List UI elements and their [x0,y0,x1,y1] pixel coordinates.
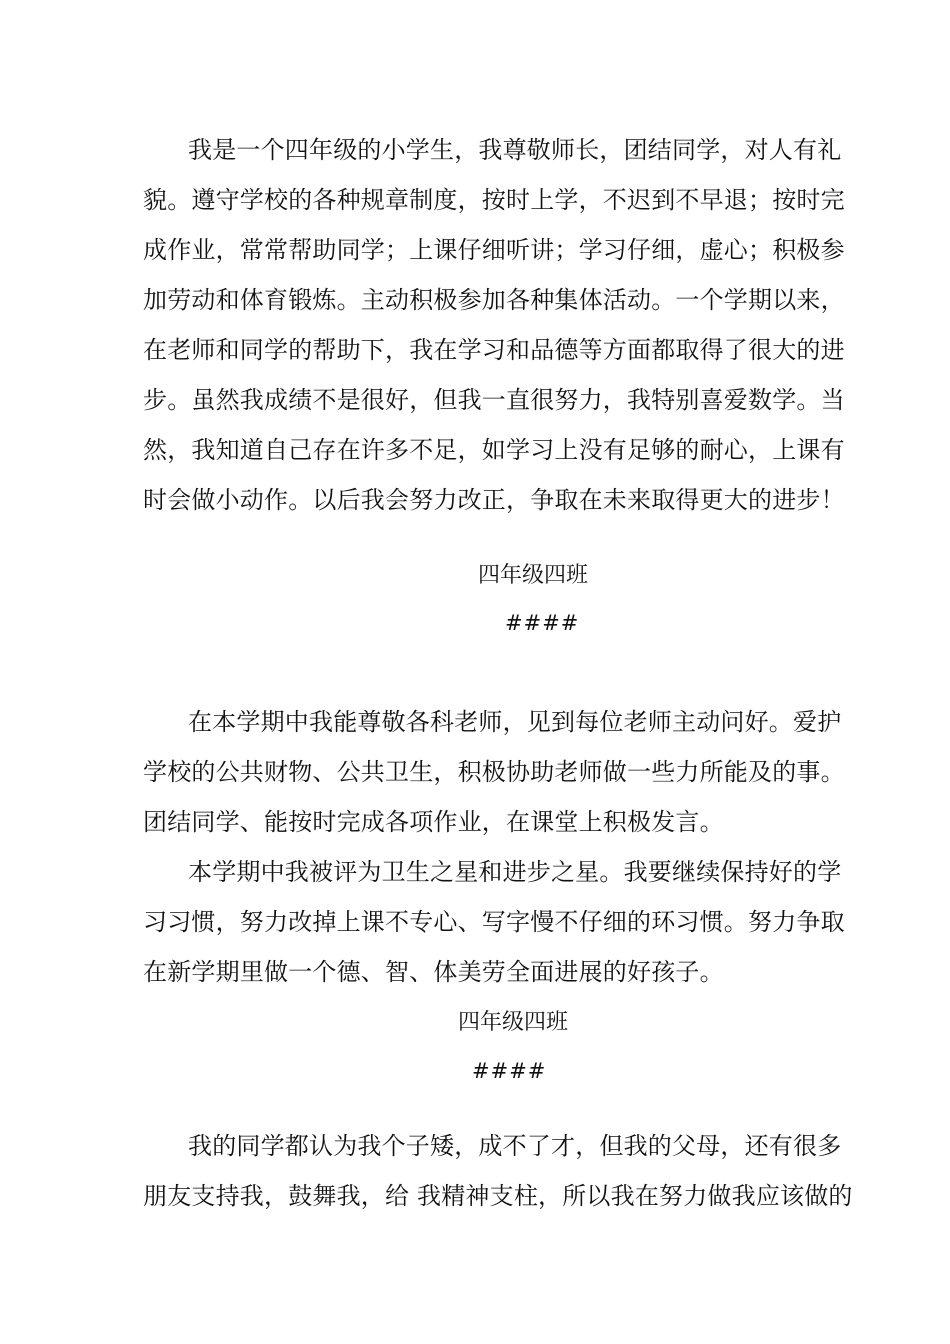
essay-1-line: 在老师和同学的帮助下，我在学习和品德等方面都取得了很大的进 [143,336,845,364]
essay-1-line: 步。虽然我成绩不是很好，但我一直很努力，我特别喜爱数学。当 [143,386,845,414]
essay-1-line: 时会做小动作。以后我会努力改正，争取在未来取得更大的进步！ [143,486,845,514]
essay-1-line: 成作业，常常帮助同学；上课仔细听讲；学习仔细，虚心；积极参 [143,236,845,264]
essay-1-line: 貌。遵守学校的各种规章制度，按时上学，不迟到不早退；按时完 [143,186,845,214]
essay-2-line: 团结同学、能按时完成各项作业，在课堂上积极发言。 [143,808,724,836]
essay-3-line: 我的同学都认为我个子矮，成不了才，但我的父母，还有很多 [188,1132,842,1160]
essay-2-line: 本学期中我被评为卫生之星和进步之星。我要继续保持好的学 [188,858,842,886]
essay-2-line: 学校的公共财物、公共卫生，积极协助老师做一些力所能及的事。 [143,758,845,786]
essay-3-line: 朋友支持我，鼓舞我，给 我精神支柱，所以我在努力做我应该做的 [143,1182,853,1210]
essay-2-line: 在新学期里做一个德、智、体美劳全面进展的好孩子。 [143,958,724,986]
essay-1-name: #### [505,611,580,635]
essay-1-signature: 四年级四班 [478,563,589,588]
essay-2-signature: 四年级四班 [458,1010,569,1035]
essay-2-line: 习习惯，努力改掉上课不专心、写字慢不仔细的环习惯。努力争取 [143,908,845,936]
essay-2-name: #### [472,1059,547,1083]
essay-1-line: 加劳动和体育锻炼。主动积极参加各种集体活动。一个学期以来， [143,286,845,314]
essay-1-line: 然，我知道自己存在许多不足，如学习上没有足够的耐心，上课有 [143,436,845,464]
essay-1-line: 我是一个四年级的小学生，我尊敬师长，团结同学，对人有礼 [188,136,842,164]
essay-2-line: 在本学期中我能尊敬各科老师，见到每位老师主动问好。爱护 [188,708,842,736]
